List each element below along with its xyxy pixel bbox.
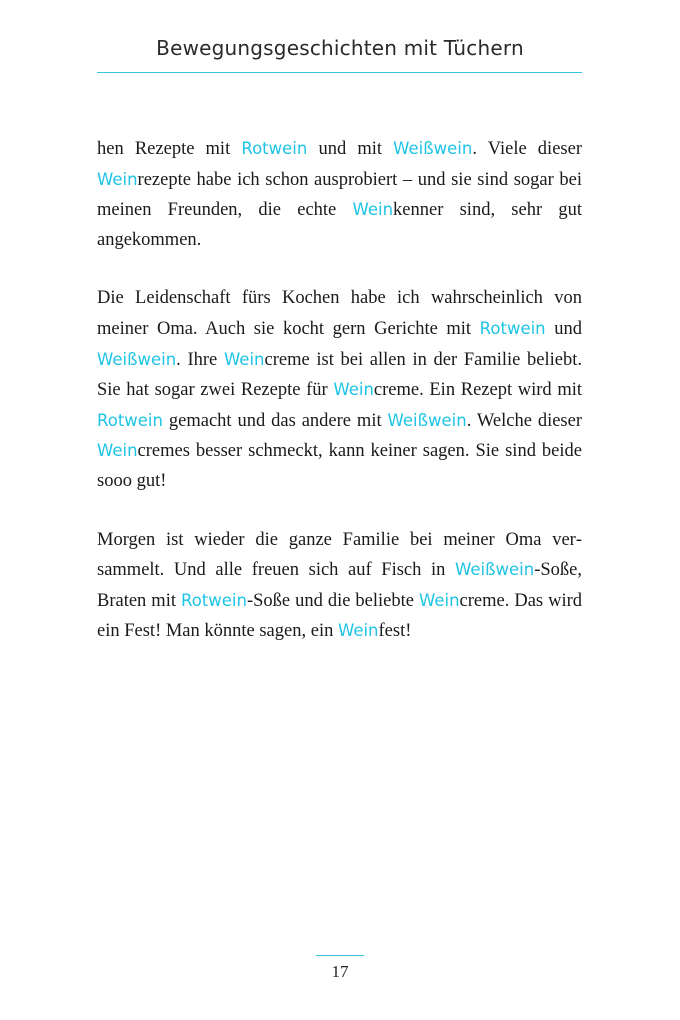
running-header-title: Bewegungsgeschichten mit Tüchern (156, 36, 524, 60)
highlighted-word: Wein (337, 621, 379, 641)
highlighted-word: Rotwein (180, 590, 247, 610)
footer-rule (316, 955, 364, 956)
text-segment: Morgen ist wieder die ganze Familie bei meiner Oma versammelt. Und alle freuen sich auf Fisch in (97, 529, 582, 581)
text-segment: hen Rezepte mit (97, 139, 242, 159)
body-text (97, 134, 582, 676)
highlighted-word: Rotwein (479, 318, 546, 338)
highlighted-word: Wein (97, 169, 138, 189)
text-segment: kenner sind, sehr gut angekommen. (97, 200, 582, 250)
text-segment: gemacht und das andere mit (162, 410, 388, 431)
highlighted-word: Weißwein (393, 139, 473, 158)
text-segment: . Welche dieser (466, 410, 583, 431)
text-segment: fest! (378, 621, 412, 642)
text-segment: creme. Das wird ein Fest! Man könnte sagen, ein (97, 590, 582, 642)
highlighted-word: Wein (223, 349, 265, 369)
text-segment: creme ist bei allen in der Familie beliebt. Sie hat sogar zwei Rezepte für (97, 349, 582, 401)
highlighted-word: Weißwein (97, 349, 177, 369)
highlighted-word: Weißwein (455, 560, 535, 580)
highlighted-word: Weißwein (387, 410, 467, 430)
paragraph-3 (97, 526, 582, 647)
text-segment: cremes besser schmeckt, kann keiner sagen. Sie sind beide sooo gut! (97, 441, 582, 491)
highlighted-word: Wein (97, 441, 138, 461)
text-segment: -Soße und die beliebte (246, 590, 419, 611)
highlighted-word: Wein (333, 380, 374, 400)
header-rule (97, 72, 582, 73)
text-segment: Die Leidenschaft fürs Kochen habe ich wahrscheinlich von meiner Oma. Auch sie kocht gern Gerichte mit (97, 288, 582, 339)
paragraph-1 (97, 134, 582, 255)
text-segment: und (545, 318, 582, 339)
text-segment: und mit (307, 139, 394, 159)
highlighted-word: Rotwein (97, 410, 163, 430)
text-segment: . Viele dieser (472, 139, 582, 159)
text-segment: . Ihre (176, 349, 224, 370)
paragraph-2 (97, 284, 582, 496)
page-number: 17 (331, 962, 349, 981)
highlighted-word: Wein (418, 590, 460, 610)
highlighted-word: Wein (352, 200, 394, 220)
text-segment: -Soße, Braten mit (97, 560, 582, 611)
text-segment: rezepte habe ich schon ausprobiert – und sie sind sogar bei meinen Freunden, die echte (97, 169, 582, 221)
text-segment: creme. Ein Rezept wird mit (373, 380, 582, 401)
highlighted-word: Rotwein (241, 139, 308, 158)
